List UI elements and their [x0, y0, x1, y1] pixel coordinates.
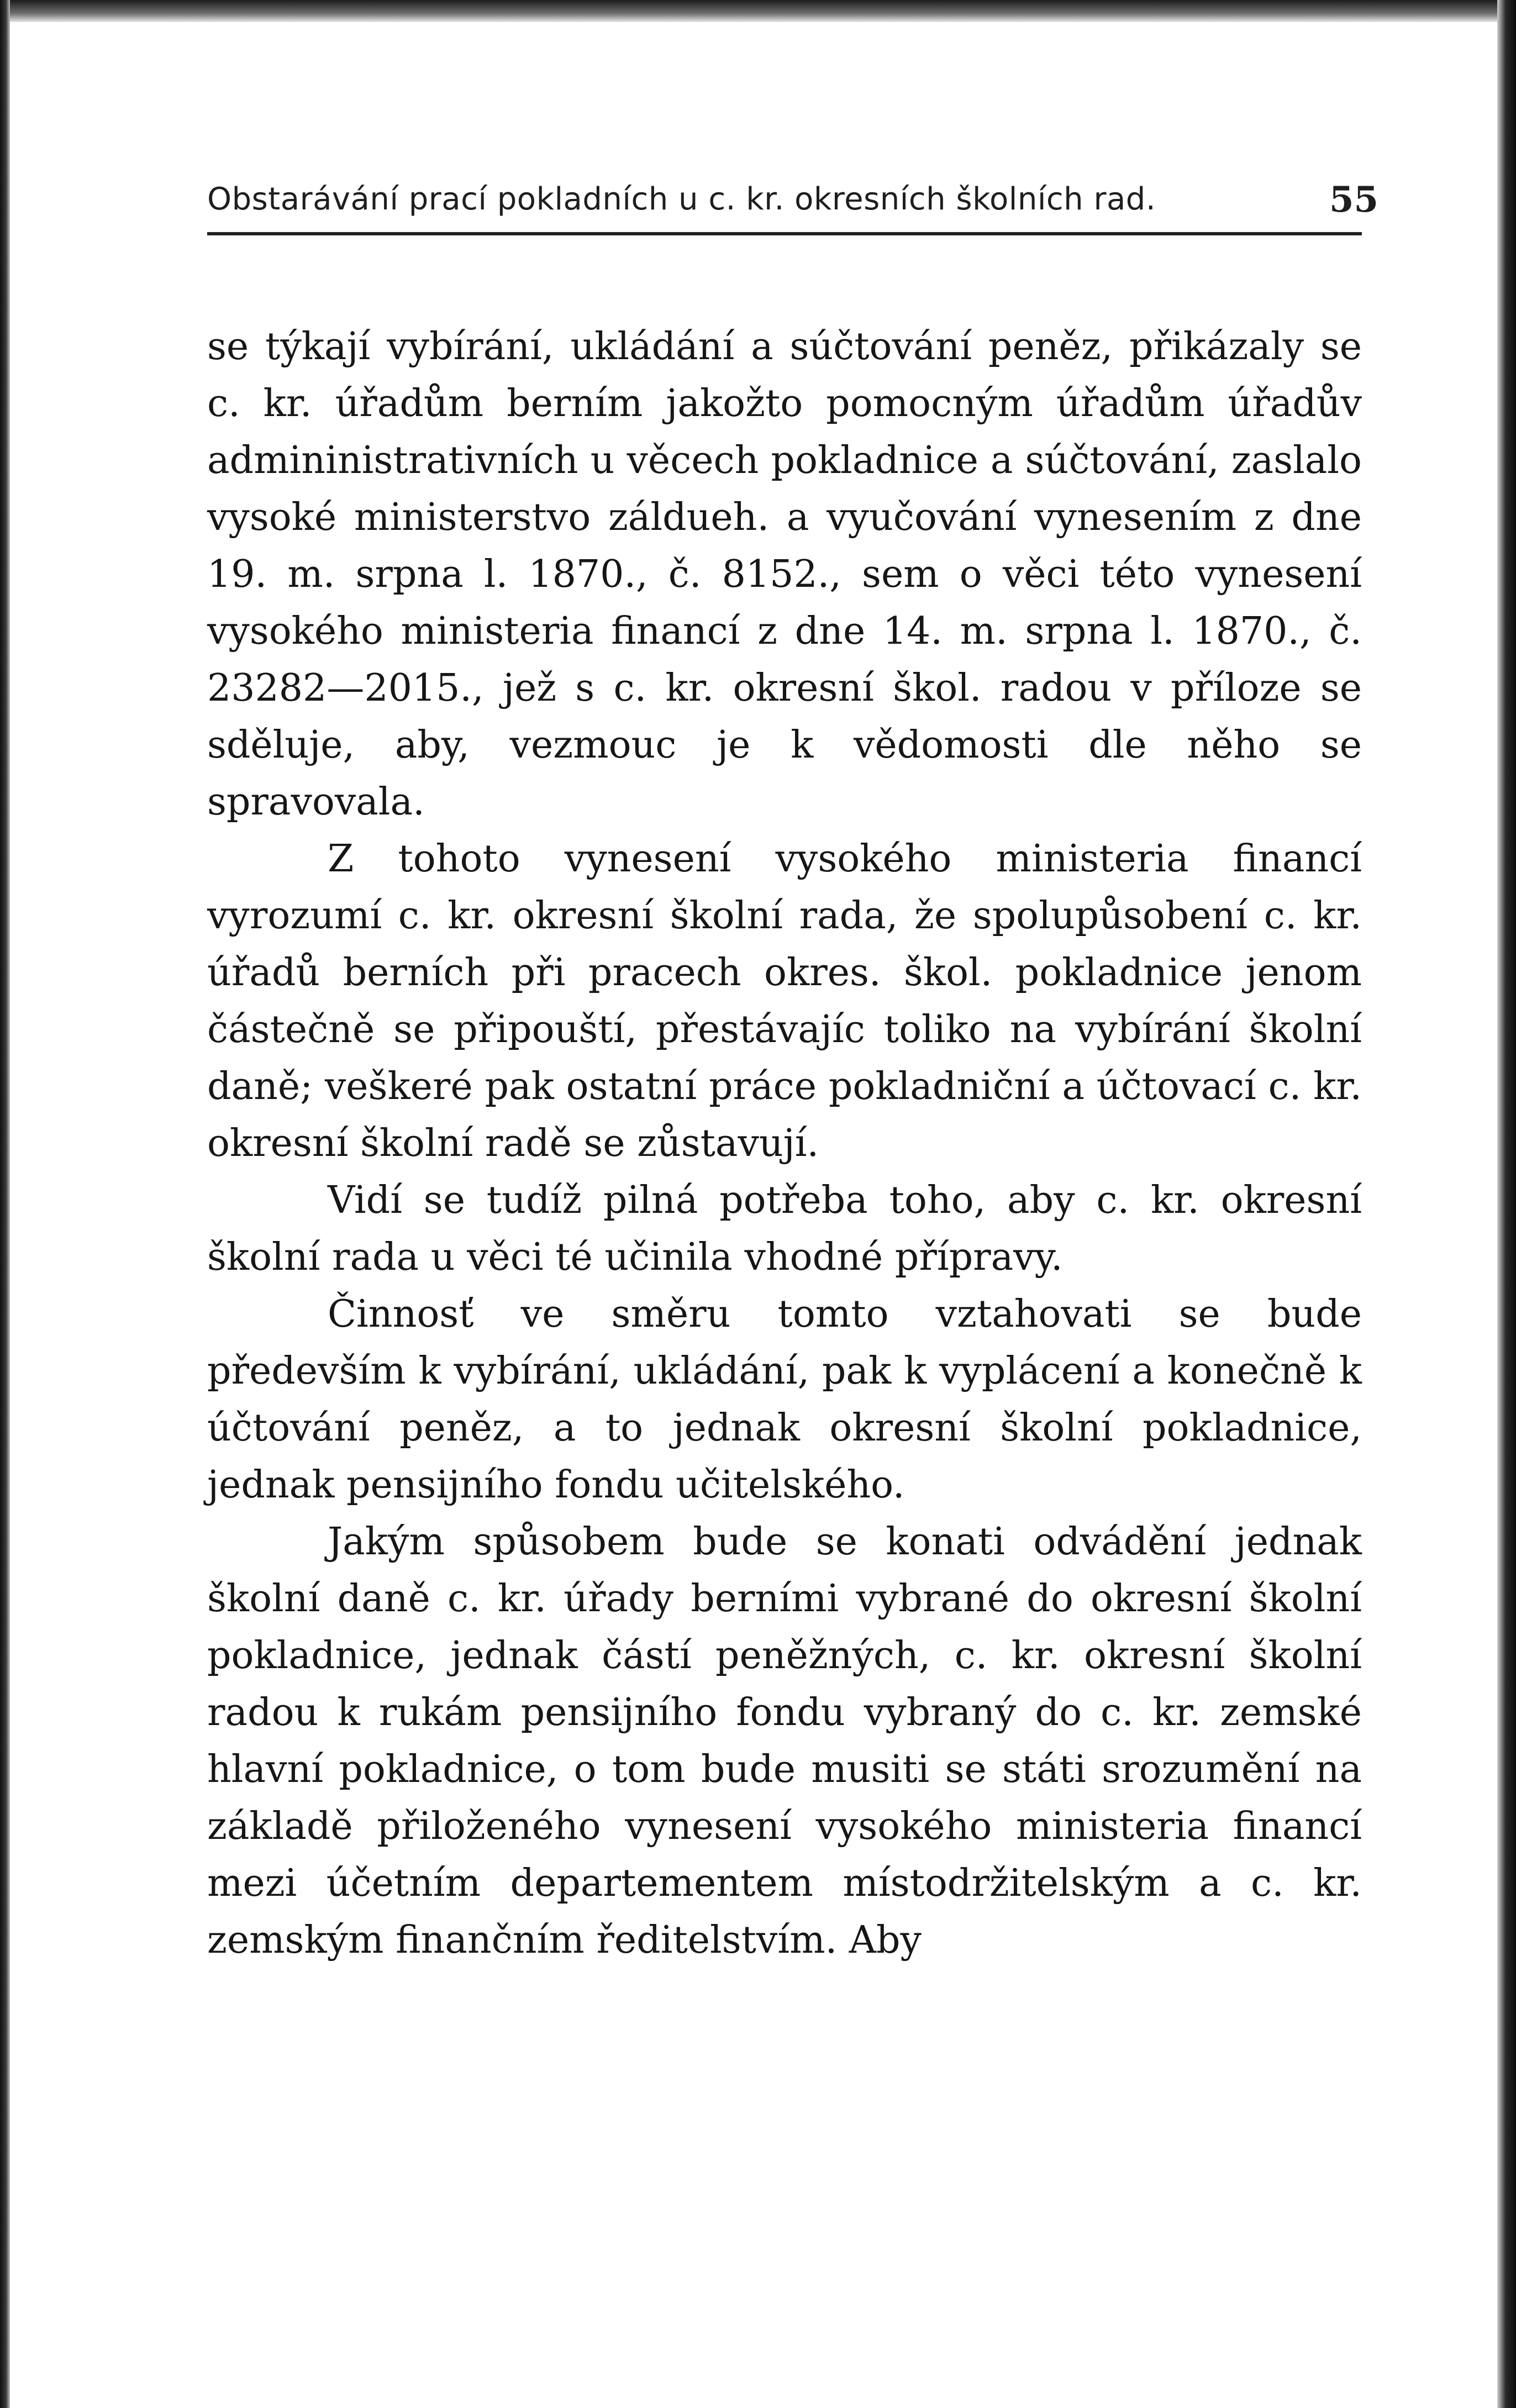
- paragraph: Z tohoto vynesení vysokého ministeria financí vyrozumí c. kr. okresní školní rada, že spolupůsobení c. kr. úřadů berních při pracech okres. škol. pokladnice jenom částečně se připouští, přestávajíc toliko na vybírání školní daně; veškeré pak ostatní práce pokladniční a účtovací c. kr. okresní školní radě se zůstavují.: [207, 837, 1362, 1166]
- paragraph: Činnosť ve směru tomto vztahovati se bude především k vybírání, ukládání, pak k vyplácení a konečně k účtování peněz, a to jednak okresní školní pokladnice, jednak pensijního fondu učitelského.: [207, 1292, 1362, 1507]
- page-number: 55: [1329, 179, 1378, 220]
- scan-border-right: [1497, 0, 1516, 2408]
- paragraph: se týkají vybírání, ukládání a súčtování peněz, přikázaly se c. kr. úřadům berním jakožto pomocným úřadům úřadův admininistrativních u věcech pokladnice a súčtování, zaslalo vysoké ministerstvo záldueh. a vyučování vynesením z dne 19. m. srpna l. 1870., č. 8152., sem o věci této vynesení vysokého ministeria financí z dne 14. m. srpna l. 1870., č. 23282—2015., jež s c. kr. okresní škol. radou v příloze se sděluje, aby, vezmouc je k vědomosti dle něho se spravovala.: [207, 325, 1362, 824]
- scan-border-top: [0, 0, 1516, 22]
- scan-border-left: [0, 0, 10, 2408]
- paragraph: Jakým spůsobem bude se konati odvádění jednak školní daně c. kr. úřady berními vybrané do okresní školní pokladnice, jednak částí peněžných, c. kr. okresní školní radou k rukám pensijního fondu vybraný do c. kr. zemské hlavní pokladnice, o tom bude musiti se státi srozumění na základě přiloženého vynesení vysokého ministeria financí mezi účetním departementem místodržitelským a c. kr. zemským finančním ředitelstvím. Aby: [207, 1520, 1362, 1963]
- running-title: Obstarávání prací pokladních u c. kr. okresních školních rad.: [207, 181, 1156, 217]
- book-page: [207, 166, 1378, 1969]
- paragraph: Vidí se tudíž pilná potřeba toho, aby c. kr. okresní školní rada u věci té učinila vhodné přípravy.: [207, 1179, 1362, 1280]
- running-header: [207, 166, 1378, 235]
- body-text: [207, 318, 1362, 1969]
